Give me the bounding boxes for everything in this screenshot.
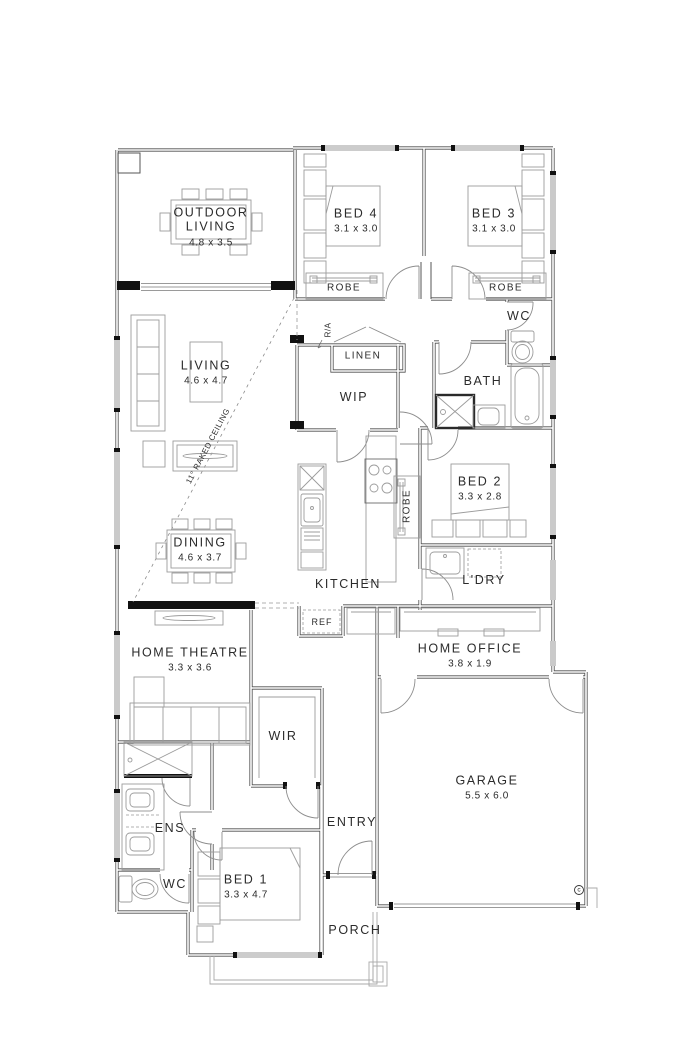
theatre-sofa xyxy=(130,677,250,745)
ens-shower xyxy=(124,742,192,776)
tv-unit xyxy=(155,611,223,625)
annotation-copyright: c xyxy=(577,886,581,894)
room-dims: 3.1 x 3.0 xyxy=(472,223,516,235)
side-table xyxy=(143,441,165,467)
garage-left-door xyxy=(381,679,415,713)
room-label-bath: BATH xyxy=(463,373,503,388)
toilet-lower xyxy=(119,876,158,902)
room-label-wip: WIP xyxy=(339,389,369,404)
room-label-laundry: L'DRY xyxy=(462,572,506,587)
kitchen-rear-bench xyxy=(347,608,395,634)
room-label-ens: ENS xyxy=(154,820,186,835)
linen-bifold-doors xyxy=(334,327,401,342)
garage-right-door xyxy=(549,679,583,713)
room-label-home-theatre xyxy=(131,646,248,675)
fixture-label-robe-bed3: ROBE xyxy=(489,282,523,294)
room-name: BED 2 xyxy=(457,474,503,489)
room-label-wir: WIR xyxy=(268,728,298,743)
room-name: HOME THEATRE xyxy=(131,645,249,660)
living-sofa xyxy=(131,315,165,431)
wip-door xyxy=(337,430,369,462)
room-label-dining xyxy=(173,536,226,565)
hall-nib-walls xyxy=(421,262,431,299)
room-label-bed2 xyxy=(458,475,502,504)
front-door xyxy=(338,841,372,875)
office-desk xyxy=(400,608,540,636)
fixture-label-robe-bed4: ROBE xyxy=(327,282,361,294)
fixture-label-ref: REF xyxy=(311,616,333,627)
wir-door xyxy=(286,786,318,818)
room-name: BED 3 xyxy=(471,206,517,221)
room-label-home-office xyxy=(418,642,522,671)
room-label-outdoor-living xyxy=(168,205,254,248)
room-dims: 3.3 x 4.7 xyxy=(224,889,268,901)
room-label-wc-lower: WC xyxy=(162,876,188,891)
room-dims: 3.3 x 3.6 xyxy=(168,662,212,674)
toilet-upper xyxy=(511,331,534,363)
room-dims: 4.6 x 3.7 xyxy=(178,552,222,564)
bed4-door xyxy=(386,266,419,299)
bathtub xyxy=(511,364,543,428)
room-name: DINING xyxy=(173,535,227,550)
room-label-garage xyxy=(455,774,518,803)
bath-vanity xyxy=(473,405,505,428)
room-name: LIVING xyxy=(180,358,232,373)
room-dims: 4.8 x 3.5 xyxy=(189,237,233,249)
ens-shower-door xyxy=(162,778,190,806)
kitchen-island xyxy=(298,464,326,570)
bed2-door xyxy=(428,430,458,460)
room-label-bed3 xyxy=(472,207,516,236)
annotation-raked-ceiling: 11° RAKED CEILING xyxy=(184,406,232,486)
room-label-kitchen: KITCHEN xyxy=(314,576,382,591)
room-name: BED 1 xyxy=(223,872,269,887)
fixture-label-robe-bed2: ROBE xyxy=(401,489,413,523)
room-name: GARAGE xyxy=(455,773,519,788)
annotation-return-air: R/A xyxy=(323,322,333,338)
bath-shower xyxy=(436,395,474,428)
room-label-bed4 xyxy=(334,207,378,236)
room-dims: 3.1 x 3.0 xyxy=(334,223,378,235)
room-dims: 5.5 x 6.0 xyxy=(465,790,509,802)
room-label-bed1 xyxy=(224,873,268,902)
room-label-living xyxy=(181,359,232,388)
room-name: OUTDOOR LIVING xyxy=(173,205,249,234)
room-dims: 3.8 x 1.9 xyxy=(448,658,492,670)
feature-walls xyxy=(117,281,304,778)
corner-pier xyxy=(118,153,140,173)
room-dims: 3.3 x 2.8 xyxy=(458,491,502,503)
fixture-label-linen: LINEN xyxy=(344,350,382,362)
room-label-porch: PORCH xyxy=(328,922,382,937)
bath-door xyxy=(439,342,471,374)
room-dims: 4.6 x 4.7 xyxy=(184,375,228,387)
kitchen-bench xyxy=(365,436,397,582)
room-name: HOME OFFICE xyxy=(417,641,523,656)
room-label-entry: ENTRY xyxy=(326,814,378,829)
room-label-wc-upper: WC xyxy=(506,308,532,323)
laundry-trough xyxy=(426,548,464,578)
room-name: BED 4 xyxy=(333,206,379,221)
